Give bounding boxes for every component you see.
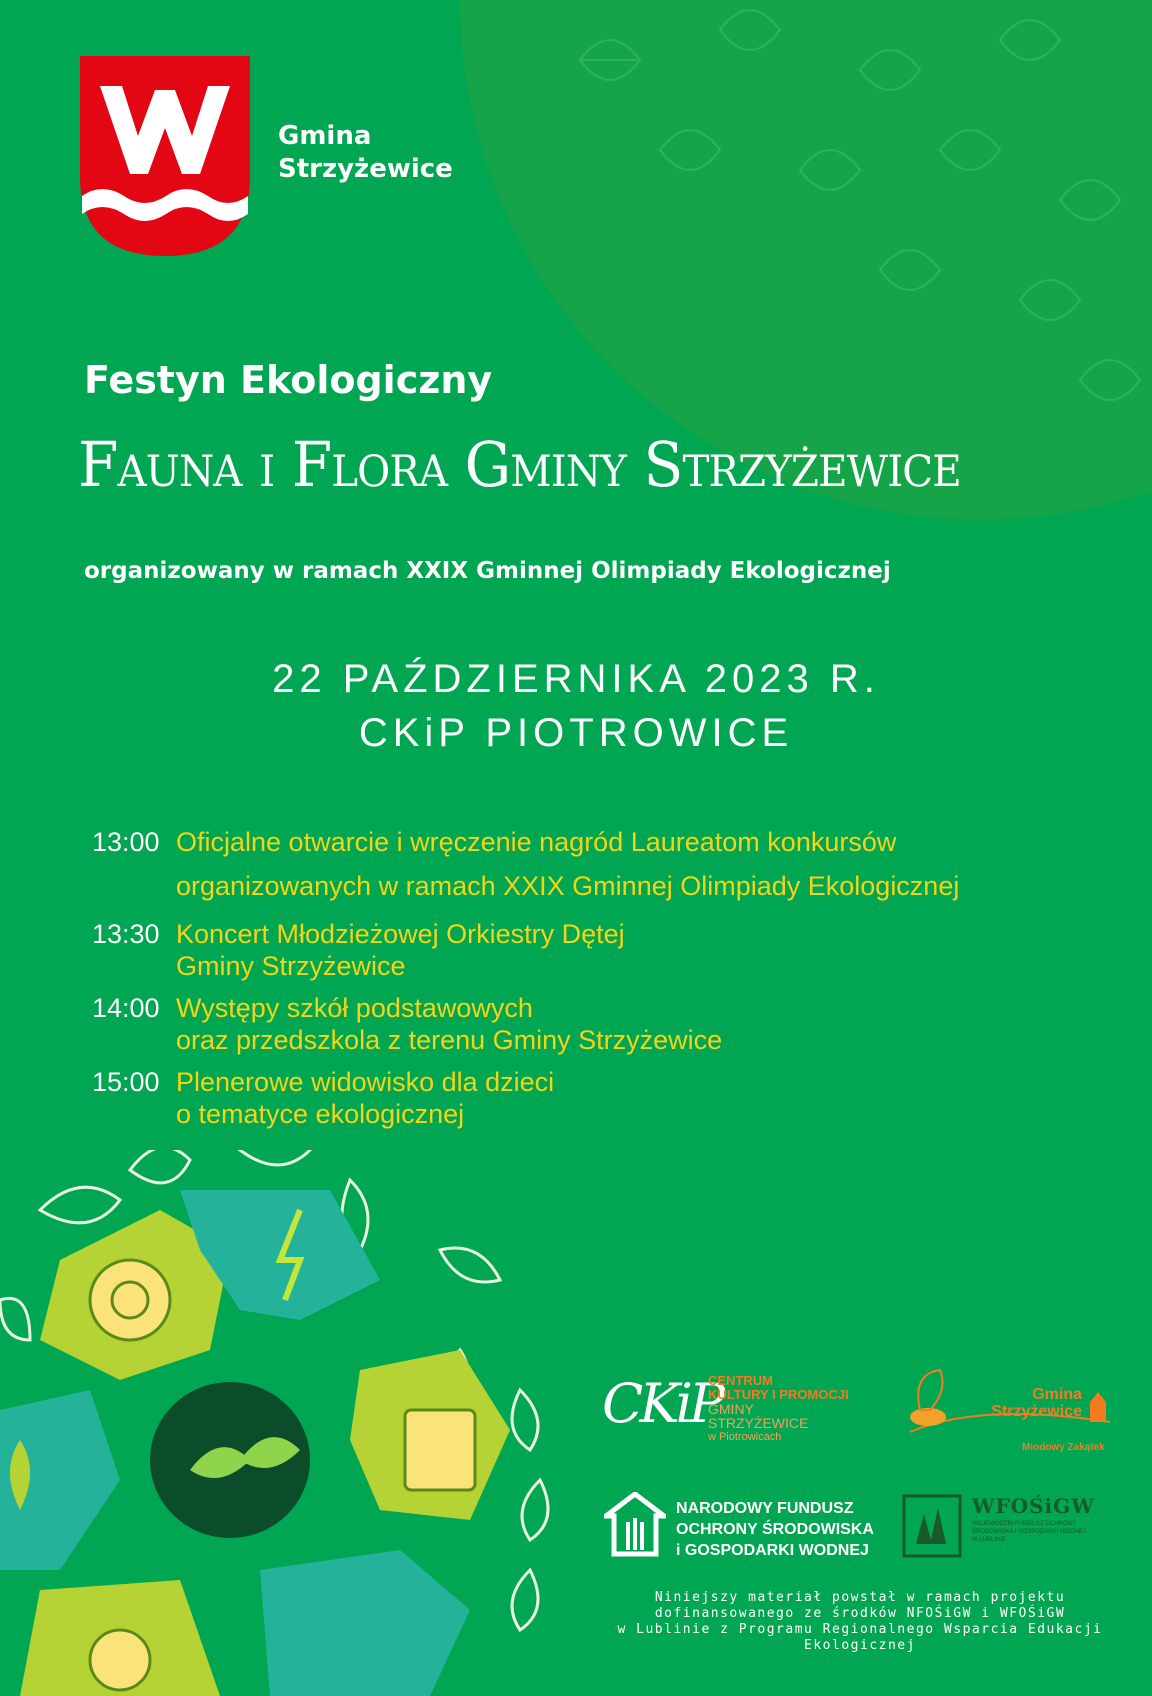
gmina-crest-icon xyxy=(80,56,250,256)
ckip-line4: w Piotrowicach xyxy=(708,1431,782,1443)
gmina-tourism-slogan: Miodowy Zakątek xyxy=(1022,1442,1105,1453)
program-line: Występy szkół podstawowych xyxy=(176,993,533,1023)
program-item xyxy=(92,820,1112,908)
wfosigw-subtitle xyxy=(972,1520,1132,1544)
nfosigw-emblem-icon xyxy=(604,1492,666,1558)
ckip-logo xyxy=(602,1372,852,1444)
ckip-line3: GMINY STRZYŻEWICE xyxy=(708,1401,809,1431)
wfosigw-sub3: W LUBLINIE xyxy=(972,1537,1007,1543)
wfosigw-logo xyxy=(902,1494,1132,1564)
event-title: Fauna i Flora Gminy Strzyżewice xyxy=(78,428,961,501)
program-time: 13:30 xyxy=(92,919,160,949)
wfosigw-name: WFOŚiGW xyxy=(972,1494,1095,1518)
program-description xyxy=(176,992,722,1056)
nfosigw-text xyxy=(676,1498,874,1561)
funding-note-line: Niniejszy materiał powstał w ramach projektu xyxy=(654,1590,1066,1605)
program-line: o tematyce ekologicznej xyxy=(176,1099,465,1129)
wfosigw-tree-icon xyxy=(902,1494,962,1560)
program-line: oraz przedszkola z terenu Gminy Strzyżewice xyxy=(176,1025,723,1055)
funding-note-line: dofinansowanego ze środków NFOŚiGW i WFOŚiGW xyxy=(654,1606,1066,1621)
event-kicker: Festyn Ekologiczny xyxy=(84,358,493,402)
eco-illustration xyxy=(0,1150,600,1696)
program-line: Plenerowe widowisko dla dzieci xyxy=(176,1067,555,1097)
funding-note-line: w Lublinie z Programu Regionalnego Wsparcia Edukacji xyxy=(617,1622,1103,1637)
leaf-pattern-decoration xyxy=(460,0,1152,420)
ckip-mark: CKiP xyxy=(602,1372,722,1435)
funding-note xyxy=(590,1590,1130,1654)
brand-line2: Strzyżewice xyxy=(278,154,453,184)
program-item xyxy=(92,1066,1112,1130)
nfosigw-line1: NARODOWY FUNDUSZ xyxy=(676,1500,854,1517)
ckip-line1: CENTRUM xyxy=(708,1373,773,1388)
program-item xyxy=(92,918,1112,982)
program-list xyxy=(92,820,1112,1140)
gmina-tourism-logo xyxy=(900,1362,1120,1462)
event-date: 22 PAŹDZIERNIKA 2023 R. xyxy=(272,657,880,701)
ckip-text xyxy=(708,1374,852,1444)
wfosigw-sub1: WOJEWÓDZKI FUNDUSZ OCHRONY xyxy=(972,1521,1076,1527)
nfosigw-line3: i GOSPODARKI WODNEJ xyxy=(676,1542,869,1559)
program-line: Koncert Młodzieżowej Orkiestry Dętej xyxy=(176,919,625,949)
program-description xyxy=(176,918,625,982)
program-line: Gminy Strzyżewice xyxy=(176,951,406,981)
funding-note-line: Ekologicznej xyxy=(804,1638,916,1653)
brand-name xyxy=(278,120,453,186)
program-time: 15:00 xyxy=(92,1067,160,1097)
program-item xyxy=(92,992,1112,1056)
event-place: CKiP PIOTROWICE xyxy=(358,711,794,755)
program-line: Oficjalne otwarcie i wręczenie nagród Laureatom konkursów xyxy=(176,827,897,857)
event-subtitle: organizowany w ramach XXIX Gminnej Olimpiady Ekologicznej xyxy=(84,558,891,584)
nfosigw-logo xyxy=(604,1492,894,1562)
program-description xyxy=(176,1066,554,1130)
nfosigw-line2: OCHRONY ŚRODOWISKA xyxy=(676,1521,874,1538)
program-time: 14:00 xyxy=(92,993,160,1023)
program-line: organizowanych w ramach XXIX Gminnej Olimpiady Ekologicznej xyxy=(176,871,960,901)
gmina-tourism-line2: Strzyżewice xyxy=(991,1403,1082,1420)
wfosigw-sub2: ŚRODOWISKA I GOSPODARKI WODNEJ xyxy=(972,1529,1087,1535)
event-date-place xyxy=(0,652,1152,760)
gmina-tourism-name xyxy=(972,1386,1082,1420)
gmina-tourism-line1: Gmina xyxy=(1032,1386,1082,1403)
brand-line1: Gmina xyxy=(278,121,372,151)
program-description xyxy=(176,820,959,908)
program-time: 13:00 xyxy=(92,827,160,857)
ckip-line2: KULTURY I PROMOCJI xyxy=(708,1387,849,1402)
